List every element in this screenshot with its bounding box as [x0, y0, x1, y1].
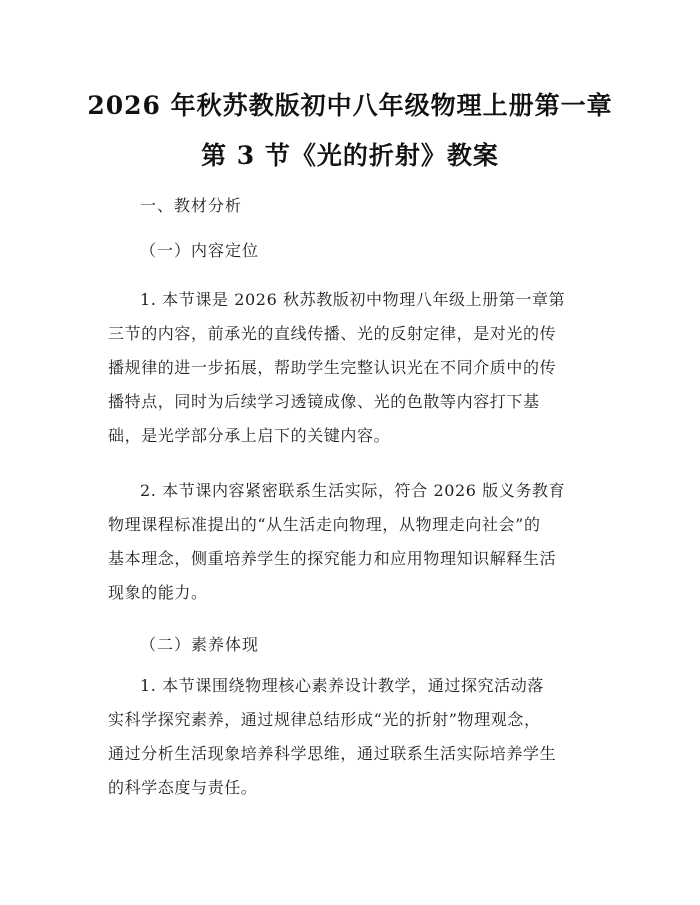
paragraph-1 [108, 283, 596, 453]
paragraph-3 [108, 669, 596, 805]
paragraph-3-line: 实科学探究素养，通过规律总结形成“光的折射”物理观念， [108, 710, 541, 729]
document-title-line-1: 2026 年秋苏教版初中八年级物理上册第一章 [87, 91, 613, 120]
document-title-line-2: 第 3 节《光的折射》教案 [201, 141, 499, 170]
paragraph-1-line: 础，是光学部分承上启下的关键内容。 [108, 426, 391, 445]
paragraph-1-line: 播特点，同时为后续学习透镜成像、光的色散等内容打下基 [108, 392, 540, 411]
section-heading-textbook-analysis: 一、教材分析 [140, 196, 243, 215]
paragraph-1-line: 1. 本节课是 2026 秋苏教版初中物理八年级上册第一章第 [140, 290, 566, 309]
paragraph-1-line: 三节的内容，前承光的直线传播、光的反射定律，是对光的传 [108, 324, 557, 343]
paragraph-2-line: 现象的能力。 [108, 583, 208, 602]
paragraph-2-line: 物理课程标准提出的“从生活走向物理，从物理走向社会”的 [108, 515, 541, 534]
paragraph-2-line: 基本理念，侧重培养学生的探究能力和应用物理知识解释生活 [108, 549, 557, 568]
subsection-heading-content-positioning: （一）内容定位 [140, 241, 260, 260]
paragraph-3-line: 1. 本节课围绕物理核心素养设计教学，通过探究活动落 [140, 676, 544, 695]
paragraph-2 [108, 474, 596, 610]
paragraph-3-line: 的科学态度与责任。 [108, 778, 258, 797]
paragraph-2-line: 2. 本节课内容紧密联系生活实际，符合 2026 版义务教育 [140, 481, 566, 500]
subsection-heading-literacy: （二）素养体现 [140, 635, 260, 654]
paragraph-1-line: 播规律的进一步拓展，帮助学生完整认识光在不同介质中的传 [108, 358, 557, 377]
paragraph-3-line: 通过分析生活现象培养科学思维，通过联系生活实际培养学生 [108, 744, 557, 763]
